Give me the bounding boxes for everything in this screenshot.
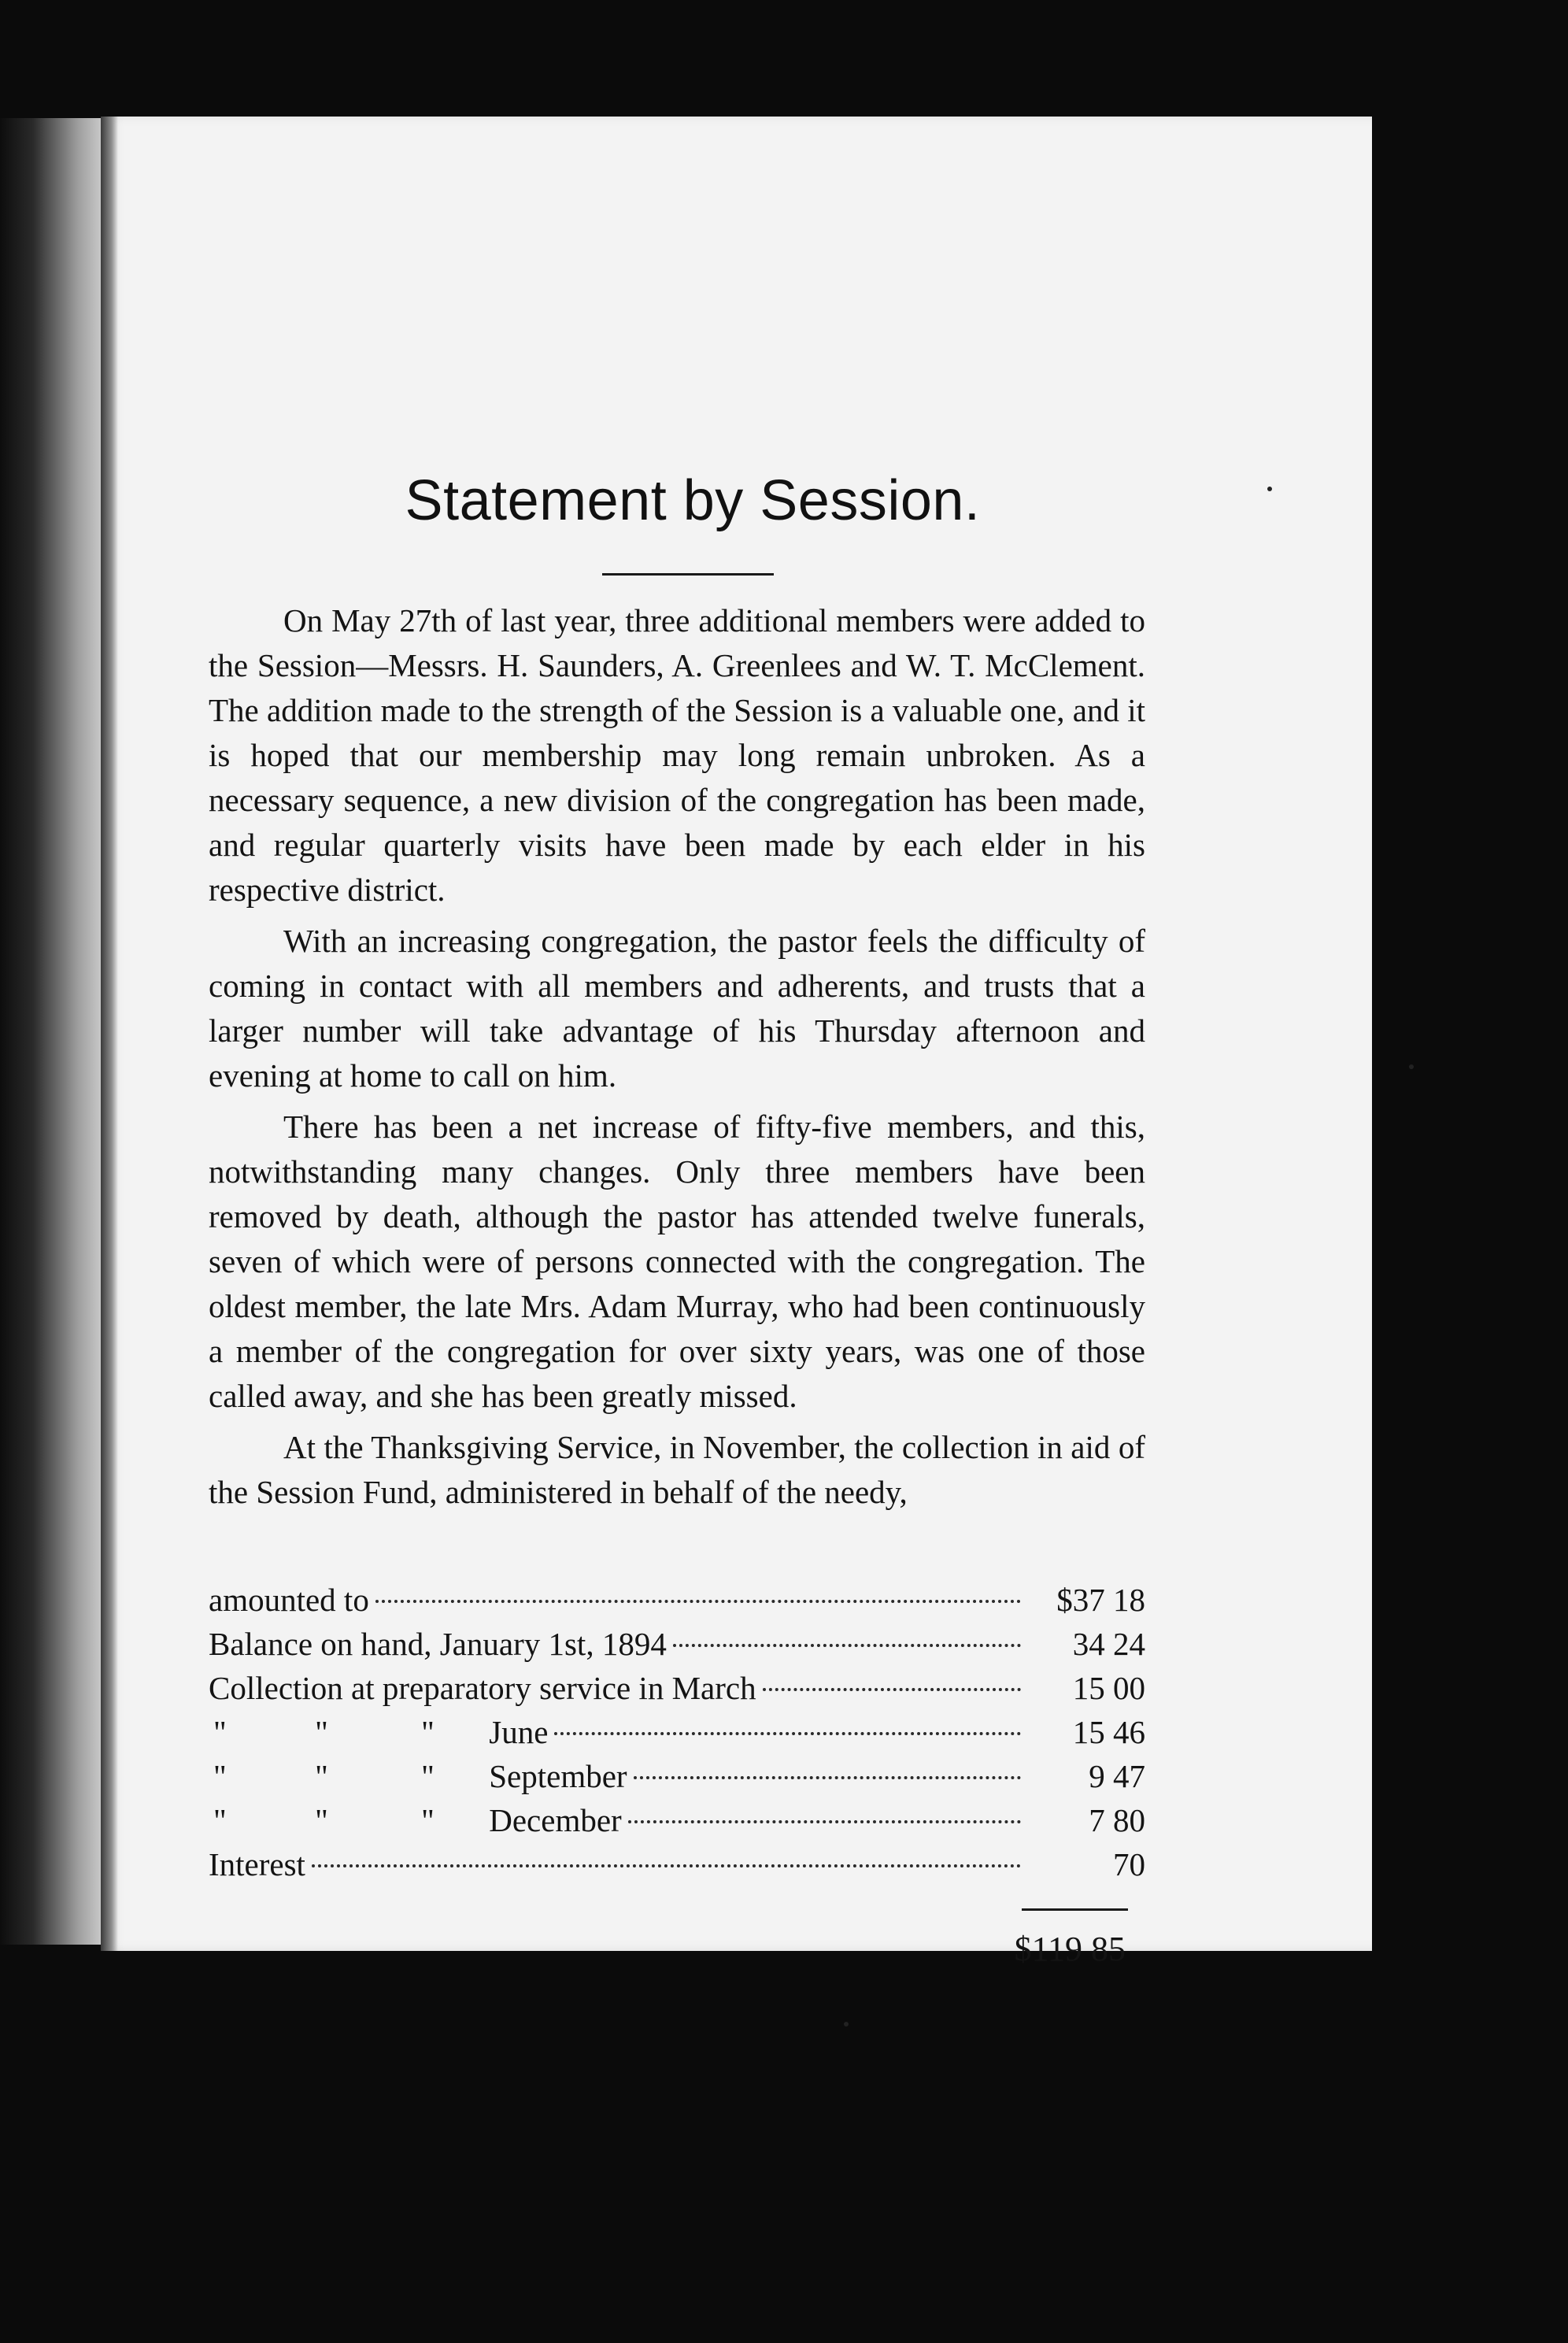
- paragraph: With an increasing congregation, the pastor feels the difficulty of coming in contact with all members and adherents, and trusts that a larger number will take advantage of his Thursday afternoon and evening at home to call on him.: [209, 923, 1145, 1094]
- ledger-row: [209, 1666, 1145, 1710]
- ditto-mark: ": [315, 1714, 328, 1750]
- page-title: Statement by Session.: [405, 469, 981, 532]
- dot-leader: [628, 1820, 1021, 1823]
- title-rule: [602, 573, 774, 576]
- paragraph: At the Thanksgiving Service, in November, the collection in aid of the Session Fund, administered in behalf of the needy,: [209, 1429, 1145, 1510]
- dot-leader: [763, 1688, 1021, 1691]
- ledger-row: [209, 1578, 1145, 1622]
- statement-body: [209, 598, 1145, 1521]
- paragraph: There has been a net increase of fifty-five members, and this, notwithstanding many changes. Only three members have been removed by death, although the pastor has attended twelve funerals, seven of which were of persons connected with the congregation. The oldest member, the late Mrs. Adam Murray, who had been continuously a member of the congregation for over sixty years, was one of those called away, and she has been greatly missed.: [209, 1109, 1145, 1414]
- session-fund-ledger: [209, 1578, 1145, 1886]
- ledger-label: Balance on hand, January 1st, 1894: [209, 1626, 667, 1662]
- page-gutter: [101, 117, 118, 1951]
- ditto-mark: ": [213, 1714, 227, 1750]
- ledger-amount: $37 18: [1056, 1582, 1145, 1618]
- ledger-row: [209, 1798, 1145, 1842]
- ledger-row: [209, 1754, 1145, 1798]
- ledger-amount: 34 24: [1072, 1626, 1145, 1662]
- paper-speck: [1267, 487, 1272, 491]
- total-rule: [1022, 1908, 1128, 1911]
- ledger-amount: 9 47: [1089, 1758, 1145, 1794]
- dot-leader: [312, 1864, 1021, 1867]
- ditto-mark: ": [213, 1802, 227, 1838]
- ditto-mark: ": [315, 1802, 328, 1838]
- ditto-mark: ": [315, 1758, 328, 1794]
- facing-page-edge: [0, 118, 110, 1945]
- ledger-label: amounted to: [209, 1582, 369, 1618]
- ledger-label: Interest: [209, 1846, 305, 1882]
- ledger-amount: 7 80: [1089, 1802, 1145, 1838]
- ledger-total: $119 85: [1014, 1930, 1126, 1968]
- paper-speck: [844, 2022, 849, 2027]
- dot-leader: [554, 1732, 1021, 1735]
- ledger-ditto-group: [209, 1754, 627, 1798]
- ledger-label: September: [489, 1758, 627, 1794]
- dot-leader: [673, 1644, 1021, 1647]
- paper-speck: [1409, 1064, 1414, 1069]
- dot-leader: [375, 1600, 1021, 1603]
- paragraph: On May 27th of last year, three additional members were added to the Session—Messrs. H. Saunders, A. Greenlees and W. T. McClement. The addition made to the strength of the Session is a valuable one, and it is hoped that our membership may long remain unbroken. As a necessary sequence, a new division of the congregation has been made, and regular quarterly visits have been made by each elder in his respective district.: [209, 602, 1145, 908]
- ditto-mark: ": [421, 1802, 435, 1838]
- ledger-label: June: [489, 1714, 549, 1750]
- dot-leader: [634, 1776, 1021, 1779]
- ledger-amount: 15 46: [1072, 1714, 1145, 1750]
- ditto-mark: ": [213, 1758, 227, 1794]
- ledger-amount: 15 00: [1072, 1670, 1145, 1706]
- ledger-row: [209, 1842, 1145, 1886]
- ledger-row: [209, 1622, 1145, 1666]
- ledger-ditto-group: [209, 1798, 622, 1842]
- ledger-label: Collection at preparatory service in March: [209, 1670, 756, 1706]
- ledger-amount: 70: [1113, 1846, 1145, 1882]
- ditto-mark: ": [421, 1758, 435, 1794]
- ditto-mark: ": [421, 1714, 435, 1750]
- ledger-ditto-group: [209, 1710, 548, 1754]
- ledger-row: [209, 1710, 1145, 1754]
- ledger-label: December: [489, 1802, 622, 1838]
